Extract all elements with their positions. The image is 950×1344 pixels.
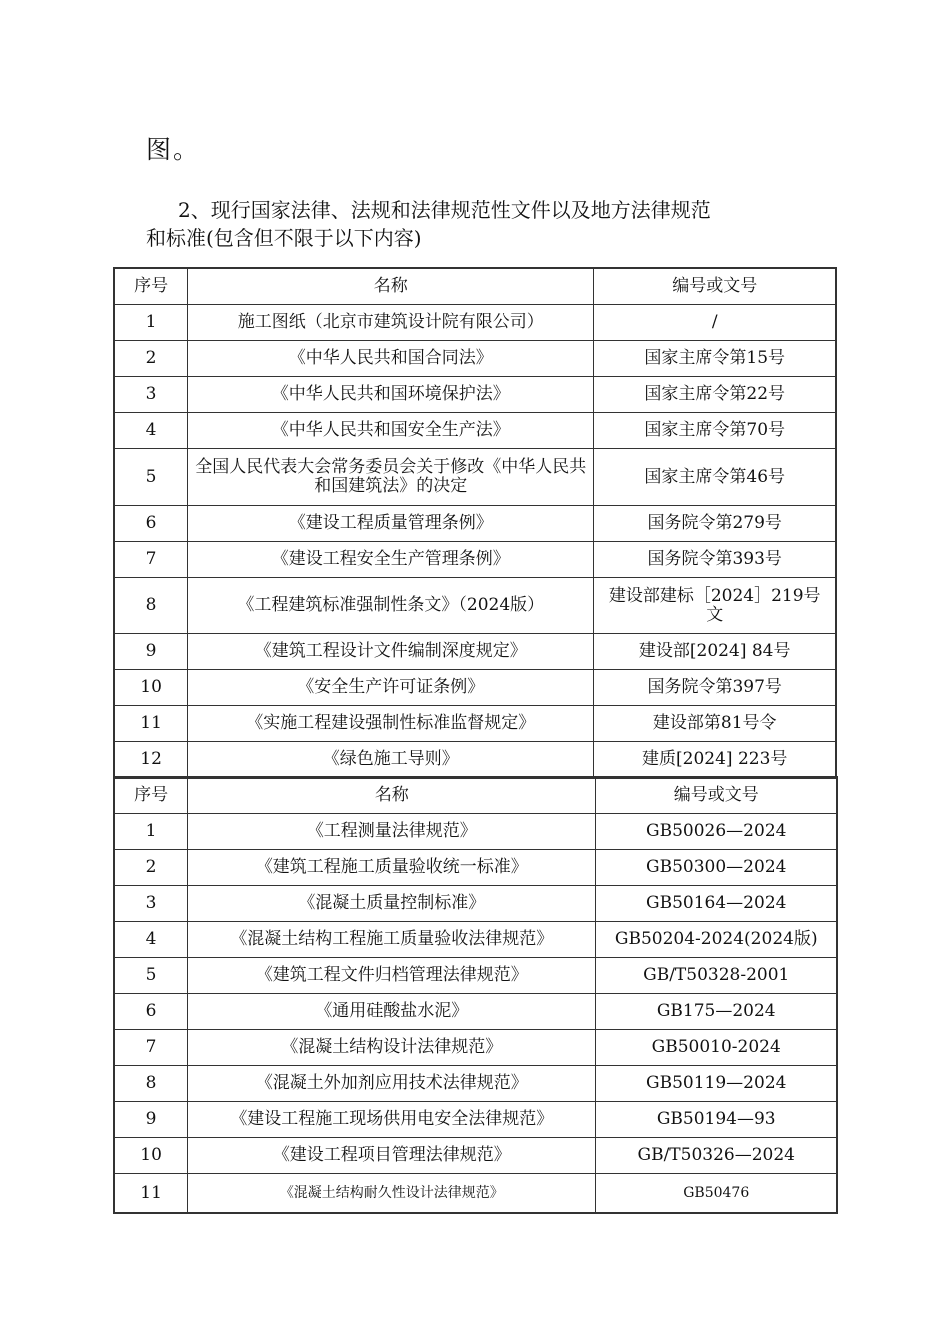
section-line-1: 2、现行国家法律、法规和法律规范性文件以及地方法律规范 [178,198,711,222]
table-row [114,886,837,922]
row-index: 6 [114,506,188,542]
row-code: GB/T50326—2024 [596,1138,837,1174]
header-index: 序号 [114,268,188,305]
table-row [114,994,837,1030]
row-name: 《安全生产许可证条例》 [188,670,594,706]
row-code: GB50300—2024 [596,850,837,886]
row-name: 《混凝土质量控制标准》 [188,886,596,922]
row-code: GB50204-2024(2024版) [596,922,837,958]
row-name: 《建设工程施工现场供用电安全法律规范》 [188,1102,596,1138]
row-index: 5 [114,449,188,506]
row-name: 《工程测量法律规范》 [188,814,596,850]
row-index: 5 [114,958,188,994]
row-code: 国务院令第279号 [594,506,836,542]
regulations-table [113,267,837,779]
row-name: 全国人民代表大会常务委员会关于修改《中华人民共和国建筑法》的决定 [188,449,594,506]
table-row [114,922,837,958]
row-index: 4 [114,922,188,958]
row-name: 《建筑工程文件归档管理法律规范》 [188,958,596,994]
header-name: 名称 [188,777,596,814]
row-name: 施工图纸（北京市建筑设计院有限公司） [188,305,594,341]
table-row [114,506,836,542]
row-name: 《混凝土结构工程施工质量验收法律规范》 [188,922,596,958]
row-index: 8 [114,1066,188,1102]
row-code: 国家主席令第15号 [594,341,836,377]
row-code: 国家主席令第70号 [594,413,836,449]
row-index: 6 [114,994,188,1030]
row-name: 《中华人民共和国安全生产法》 [188,413,594,449]
row-name: 《中华人民共和国合同法》 [188,341,594,377]
row-code: GB50119—2024 [596,1066,837,1102]
row-name: 《通用硅酸盐水泥》 [188,994,596,1030]
row-index: 9 [114,1102,188,1138]
table-row [114,634,836,670]
header-index: 序号 [114,777,188,814]
row-index: 1 [114,814,188,850]
row-code: GB/T50328-2001 [596,958,837,994]
row-index: 10 [114,1138,188,1174]
table-header-row [114,777,837,814]
row-index: 10 [114,670,188,706]
table-row [114,305,836,341]
table-row [114,850,837,886]
row-code: 建设部第81号令 [594,706,836,742]
row-name: 《中华人民共和国环境保护法》 [188,377,594,413]
row-name: 《建设工程质量管理条例》 [188,506,594,542]
table-row [114,1174,837,1214]
header-code: 编号或文号 [594,268,836,305]
row-code: GB50194—93 [596,1102,837,1138]
row-name: 《混凝土结构耐久性设计法律规范》 [188,1174,596,1214]
row-index: 1 [114,305,188,341]
row-name: 《工程建筑标准强制性条文》（2024版） [188,578,594,634]
table-row [114,670,836,706]
row-index: 7 [114,1030,188,1066]
table-row [114,377,836,413]
table-row [114,578,836,634]
standards-table [113,776,838,1214]
row-code: 建设部[2024] 84号 [594,634,836,670]
row-name: 《混凝土结构设计法律规范》 [188,1030,596,1066]
row-index: 3 [114,886,188,922]
table-row [114,1030,837,1066]
row-code: GB50026—2024 [596,814,837,850]
table-row [114,341,836,377]
table-row [114,449,836,506]
row-index: 2 [114,850,188,886]
table-row [114,958,837,994]
row-name: 《建筑工程施工质量验收统一标准》 [188,850,596,886]
row-index: 11 [114,1174,188,1214]
row-code: 国务院令第393号 [594,542,836,578]
row-name: 《混凝土外加剂应用技术法律规范》 [188,1066,596,1102]
section-line-2: 和标准(包含但不限于以下内容) [146,226,422,250]
table-row [114,542,836,578]
row-index: 4 [114,413,188,449]
row-code: 建质[2024] 223号 [594,742,836,779]
row-name: 《实施工程建设强制性标准监督规定》 [188,706,594,742]
row-code: 建设部建标［2024］219号文 [594,578,836,634]
table-row [114,413,836,449]
table-row [114,814,837,850]
row-name: 《建筑工程设计文件编制深度规定》 [188,634,594,670]
row-code: 国家主席令第46号 [594,449,836,506]
row-code: GB50164—2024 [596,886,837,922]
table-row [114,1102,837,1138]
row-code: GB50010-2024 [596,1030,837,1066]
section-paragraph [146,196,806,252]
row-name: 《建设工程项目管理法律规范》 [188,1138,596,1174]
row-index: 8 [114,578,188,634]
row-index: 9 [114,634,188,670]
row-name: 《建设工程安全生产管理条例》 [188,542,594,578]
table-header-row [114,268,836,305]
row-code: 国家主席令第22号 [594,377,836,413]
table-row [114,706,836,742]
table-row [114,742,836,779]
table-row [114,1138,837,1174]
row-code: 国务院令第397号 [594,670,836,706]
row-index: 3 [114,377,188,413]
row-index: 11 [114,706,188,742]
row-code: GB175—2024 [596,994,837,1030]
header-code: 编号或文号 [596,777,837,814]
row-index: 12 [114,742,188,779]
row-code: GB50476 [596,1174,837,1214]
row-index: 7 [114,542,188,578]
row-name: 《绿色施工导则》 [188,742,594,779]
header-name: 名称 [188,268,594,305]
heading-fragment: 图。 [146,135,201,164]
row-index: 2 [114,341,188,377]
table-row [114,1066,837,1102]
row-code: / [594,305,836,341]
